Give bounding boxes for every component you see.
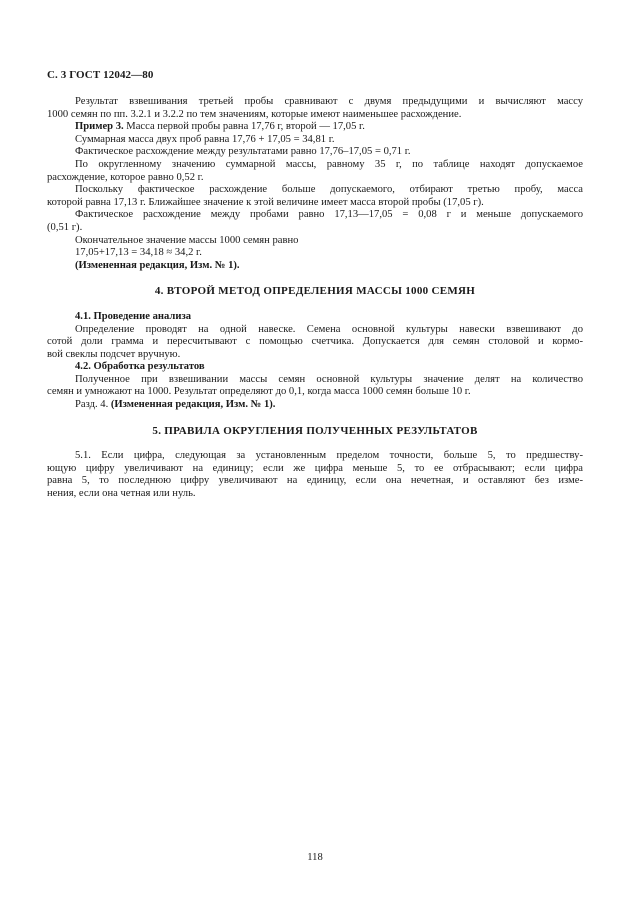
text-line: Результат взвешивания третьей пробы сравнивают с двумя предыдущими и вычисляют массу (75, 96, 583, 107)
example-line (47, 121, 583, 134)
text-line: Фактическое расхождение между пробами равно 17,13—17,05 = 0,08 г и меньше допускаемого (75, 209, 583, 221)
edition-prefix: Разд. 4. (75, 399, 111, 411)
text-line: расхождение, которое равно 0,52 г. (47, 171, 204, 183)
text-line: Определение проводят на одной навеске. Семена основной культуры навески взвешивают до (75, 323, 583, 335)
page-header: С. 3 ГОСТ 12042—80 (47, 69, 154, 81)
text-line: 5.1. Если цифра, следующая за установленным пределом точности, больше 5, то предшеству- (75, 450, 583, 462)
text-line: Фактическое расхождение между результатами равно 17,76–17,05 = 0,71 г. (75, 146, 411, 158)
text-line: которой равна 17,13 г. Ближайшее значение к этой величине имеет масса второй пробы (17,05 г). (47, 196, 484, 208)
edition-line (47, 399, 583, 412)
page-number: 118 (307, 852, 323, 863)
text-line: Окончательное значение массы 1000 семян равно (75, 234, 299, 246)
text-line: 1000 семян по пп. 3.2.1 и 3.2.2 по тем значениям, которые имеют наименьшее расхождение. (47, 108, 462, 120)
subsection-title: 4.1. Проведение анализа (75, 310, 191, 322)
example-3 (47, 121, 583, 272)
section-4-title: 4. ВТОРОЙ МЕТОД ОПРЕДЕЛЕНИЯ МАССЫ 1000 СЕМЯН (154, 285, 476, 298)
result-paragraph (47, 96, 583, 121)
text-line: (0,51 г). (47, 221, 83, 233)
text-line: равна 5, то последнюю цифру увеличивают на единицу, если она нечетная, и оставляют без изме- (47, 475, 583, 487)
text-line: Поскольку фактическое расхождение больше допускаемого, отбирают третью пробу, масса (75, 184, 583, 196)
text-line: Полученное при взвешивании массы семян основной культуры значение делят на количество (75, 373, 583, 385)
example-text: Масса первой пробы равна 17,76 г, второй — 17,05 г. (123, 121, 365, 133)
text-line: По округленному значению суммарной массы, равному 35 г, по таблице находят допускаемое (75, 158, 583, 170)
text-line: сотой доли грамма и пересчитывают с помощью счетчика. Допускается для семян столовой и кормо- (47, 336, 583, 348)
text-line: семян и умножают на 1000. Результат определяют до 0,1, когда масса 1000 семян больше 10 г. (47, 386, 471, 398)
edition-note: (Измененная редакция, Изм. № 1). (75, 259, 240, 271)
section-5 (47, 450, 583, 500)
formula-line: 17,05+17,13 = 34,18 ≈ 34,2 г. (75, 247, 202, 259)
example-label: Пример 3. (75, 121, 124, 133)
text-line: ющую цифру увеличивают на единицу; если же цифра меньше 5, то ее отбрасывают; если цифра (47, 462, 583, 474)
subsection-title: 4.2. Обработка результатов (75, 361, 205, 373)
text-line: вой свеклы подсчет вручную. (47, 348, 181, 360)
document-body (47, 96, 583, 501)
text-line: Суммарная масса двух проб равна 17,76 + 17,05 = 34,81 г. (75, 133, 335, 145)
text-line: нения, если она четная или нуль. (47, 488, 196, 500)
edition-note: (Измененная редакция, Изм. № 1). (110, 399, 276, 411)
section-5-title: 5. ПРАВИЛА ОКРУГЛЕНИЯ ПОЛУЧЕННЫХ РЕЗУЛЬТАТОВ (152, 424, 478, 437)
section-4 (47, 311, 583, 412)
